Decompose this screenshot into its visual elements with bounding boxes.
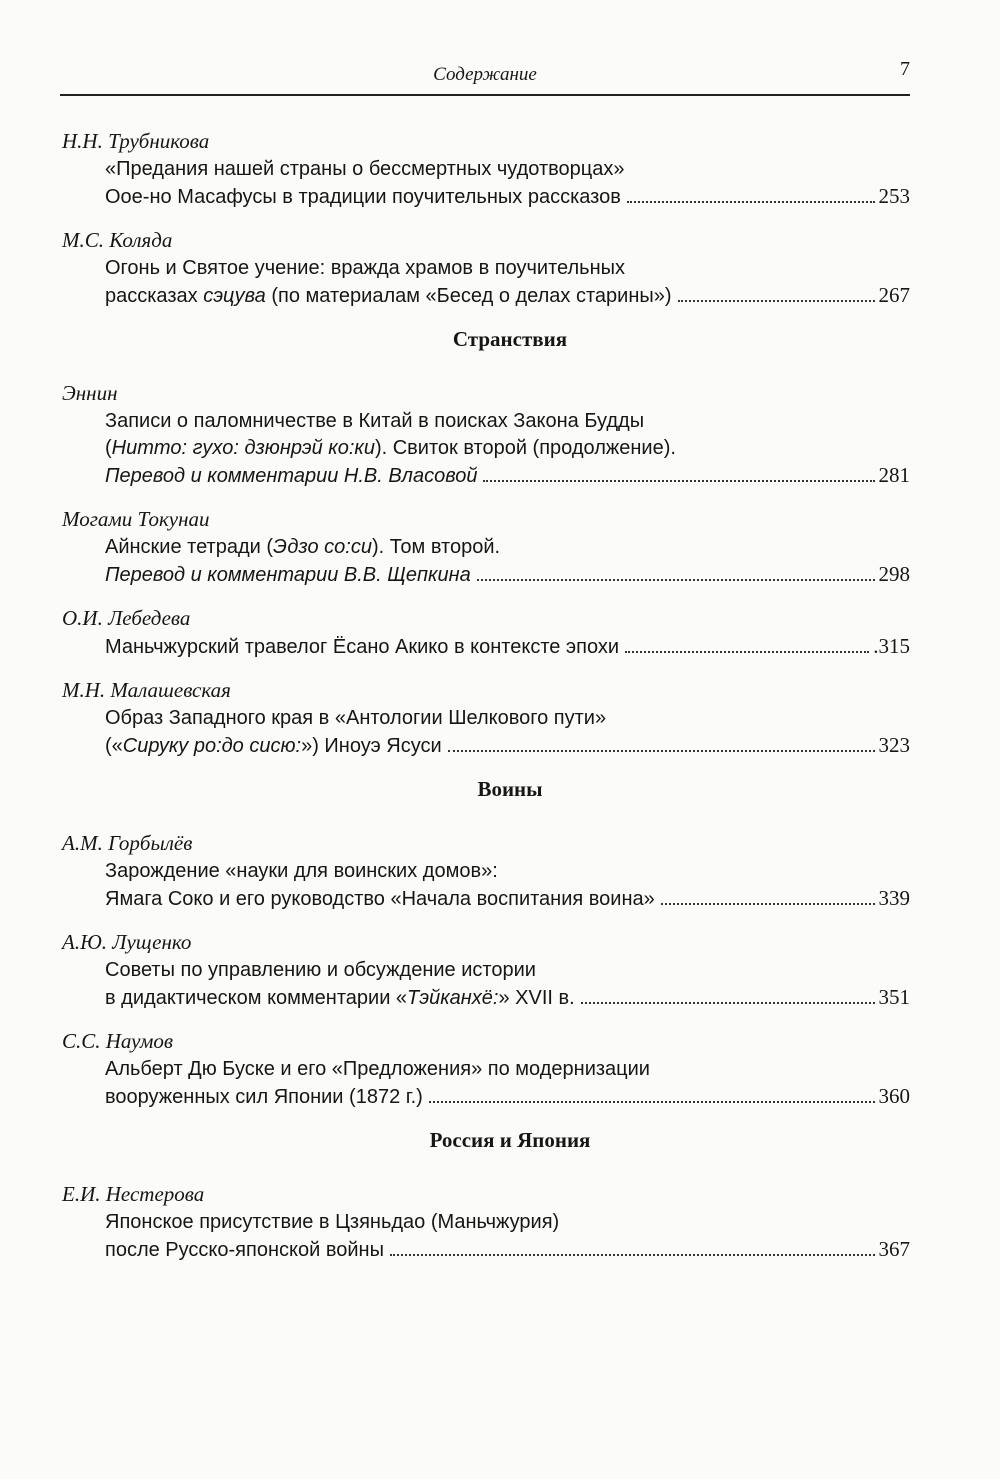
entry-author: О.И. Лебедева: [62, 606, 191, 630]
entry-author: М.Н. Малашевская: [62, 678, 231, 702]
toc-entry[interactable]: [0, 126, 1000, 210]
entry-title-line: [105, 283, 672, 309]
toc-section: [0, 126, 1000, 309]
title-part-italic: Сируку ро:до сисю:: [122, 735, 302, 757]
entry-last-line: [105, 984, 910, 1011]
entry-last-line: [105, 1083, 910, 1110]
section-heading: Воины: [477, 777, 543, 801]
toc-entry[interactable]: [0, 675, 1000, 759]
toc-section: [0, 327, 1000, 759]
page-number: 7: [900, 58, 910, 80]
entry-translator-line: Перевод и комментарии Н.В. Власовой: [105, 465, 478, 487]
entry-last-line: [105, 462, 910, 489]
title-part: Айнские тетради (: [105, 536, 274, 558]
dot-leader: [627, 201, 875, 203]
entry-title-line: Советы по управлению и обсуждение истории: [105, 959, 536, 981]
entry-page-number: 360: [878, 1084, 910, 1108]
entry-last-line: [105, 561, 910, 588]
entry-author: Н.Н. Трубникова: [62, 129, 210, 153]
entry-page-number: 367: [878, 1237, 910, 1261]
title-part-italic: сэцува: [203, 285, 266, 307]
dot-leader: [429, 1101, 875, 1103]
toc-section: [0, 777, 1000, 1110]
entry-author: А.М. Горбылёв: [62, 831, 193, 855]
entry-title-line: [105, 435, 910, 462]
entry-title-line: Ямага Соко и его руководство «Начала воспитания воина»: [105, 888, 655, 910]
entry-page-number: 298: [878, 562, 910, 586]
entry-title-line: Зарождение «науки для воинских домов»:: [105, 860, 498, 882]
title-part: » XVII в.: [498, 987, 575, 1009]
toc-entry[interactable]: [0, 1179, 1000, 1263]
entry-page-number: .315: [873, 634, 910, 658]
entry-page-number: 267: [878, 283, 910, 307]
entry-author: Могами Токунаи: [62, 507, 210, 531]
toc-entry[interactable]: [0, 225, 1000, 309]
title-part: ). Том второй.: [371, 536, 501, 558]
toc-entry[interactable]: [0, 1026, 1000, 1110]
entry-last-line: [105, 885, 910, 912]
title-part-italic: Нитто: гухо: дзюнрэй ко:ки: [111, 437, 375, 459]
toc-entry[interactable]: [0, 504, 1000, 588]
entry-last-line: [105, 282, 910, 309]
entry-title-line: [105, 733, 442, 759]
entry-page-number: 253: [878, 184, 910, 208]
entry-title-line: Оое-но Масафусы в традиции поучительных рассказов: [105, 186, 621, 208]
entry-title-line: Японское присутствие в Цзяньдао (Маньчжурия): [105, 1211, 560, 1233]
entry-author: А.Ю. Лущенко: [62, 930, 192, 954]
entry-title-line: [105, 985, 575, 1011]
entry-author: Эннин: [62, 381, 118, 405]
toc-section: [0, 1128, 1000, 1263]
title-part: рассказах: [105, 285, 204, 307]
title-part: ») Иноуэ Ясуси: [301, 735, 442, 757]
entry-title-line: [105, 534, 910, 561]
entry-title-line: Огонь и Святое учение: вражда храмов в поучительных: [105, 257, 625, 279]
title-part: ). Свиток второй (продолжение).: [374, 437, 676, 459]
entry-title-line: Маньчжурский травелог Ёсано Акико в контексте эпохи: [105, 636, 620, 658]
toc-entry[interactable]: [0, 378, 1000, 489]
title-part: (: [105, 437, 112, 459]
entry-page-number: 339: [878, 886, 910, 910]
dot-leader: [483, 480, 874, 482]
entry-title-line: вооруженных сил Японии (1872 г.): [105, 1086, 423, 1108]
title-part-italic: Эдзо со:си: [273, 536, 372, 558]
dot-leader: [581, 1002, 875, 1004]
dot-leader: [625, 651, 869, 653]
toc-entry[interactable]: [0, 603, 1000, 660]
entry-author: М.С. Коляда: [62, 228, 173, 252]
title-part: (по материалам «Бесед о делах старины»): [265, 285, 672, 307]
toc-entry[interactable]: [0, 927, 1000, 1011]
entry-last-line: [105, 1236, 910, 1263]
table-of-contents: [0, 126, 1000, 1278]
running-header: [60, 58, 910, 96]
entry-author: Е.И. Нестерова: [62, 1182, 205, 1206]
entry-page-number: 323: [878, 733, 910, 757]
dot-leader: [477, 579, 875, 581]
title-part: («: [105, 735, 123, 757]
entry-translator-line: Перевод и комментарии В.В. Щепкина: [105, 564, 471, 586]
dot-leader: [678, 300, 875, 302]
entry-title-line: после Русско-японской войны: [105, 1239, 384, 1261]
section-heading: Россия и Япония: [429, 1128, 591, 1152]
toc-entry[interactable]: [0, 828, 1000, 912]
entry-title-line: Образ Западного края в «Антологии Шелкового пути»: [105, 707, 607, 729]
entry-title-line: Альберт Дю Буске и его «Предложения» по модернизации: [105, 1058, 650, 1080]
entry-last-line: [105, 633, 910, 660]
section-heading: Странствия: [452, 327, 568, 351]
dot-leader: [390, 1254, 875, 1256]
entry-title-line: Записи о паломничестве в Китай в поисках Закона Будды: [105, 410, 645, 432]
entry-title-line: «Предания нашей страны о бессмертных чудотворцах»: [105, 158, 625, 180]
dot-leader: [661, 903, 875, 905]
entry-page-number: 281: [878, 463, 910, 487]
dot-leader: [448, 750, 875, 752]
title-part: в дидактическом комментарии «: [105, 987, 408, 1009]
entry-last-line: [105, 732, 910, 759]
title-part-italic: Тэйканхё:: [407, 987, 499, 1009]
entry-last-line: [105, 183, 910, 210]
entry-author: С.С. Наумов: [62, 1029, 173, 1053]
running-title: Содержание: [433, 64, 537, 85]
entry-page-number: 351: [878, 985, 910, 1009]
